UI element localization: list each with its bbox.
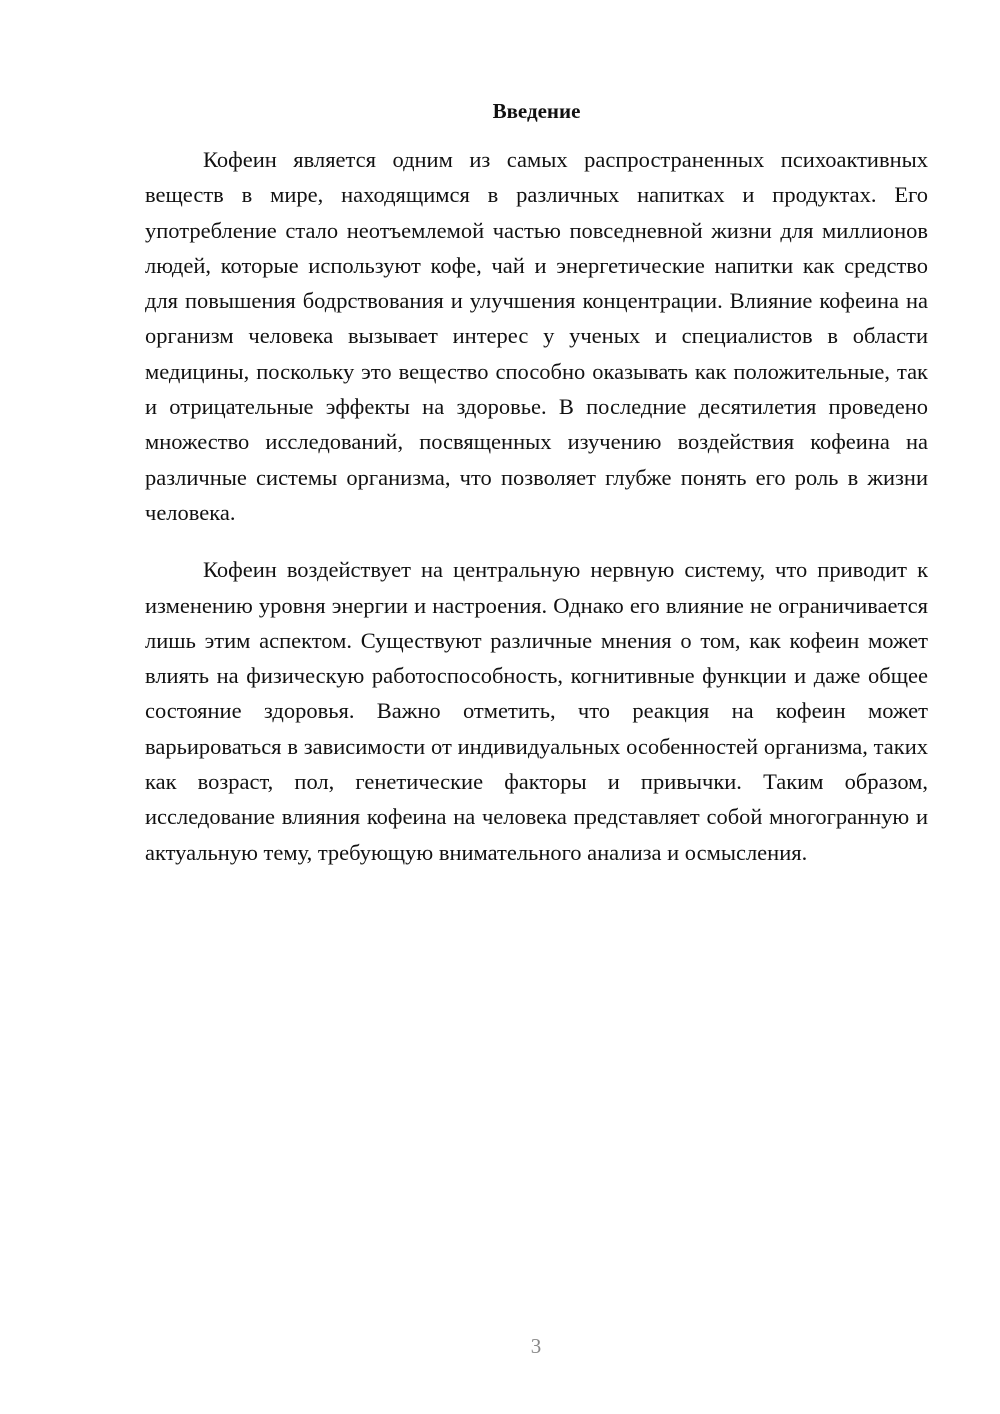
page-number: 3: [530, 1334, 542, 1358]
paragraph-2: Кофеин воздействует на центральную нервную систему, что приводит к изменению уровня энергии и настроения. Однако его влияние не ограничивается лишь этим аспектом. Существуют различные мнения о том, как кофеин может влиять на физическую работоспособность, когнитивные функции и даже общее состояние здоровья. Важно отметить, что реакция на кофеин может варьироваться в зависимости от индивидуальных особенностей организма, таких как возраст, пол, генетические факторы и привычки. Таким образом, исследование влияния кофеина на человека представляет собой многогранную и актуальную тему, требующую внимательного анализа и осмысления.: [145, 557, 928, 865]
page-content: [145, 96, 928, 870]
paragraph-1: Кофеин является одним из самых распространенных психоактивных веществ в мире, находящимся в различных напитках и продуктах. Его употребление стало неотъемлемой частью повседневной жизни для миллионов людей, которые используют кофе, чай и энергетические напитки как средство для повышения бодрствования и улучшения концентрации. Влияние кофеина на организм человека вызывает интерес у ученых и специалистов в области медицины, поскольку это вещество способно оказывать как положительные, так и отрицательные эффекты на здоровье. В последние десятилетия проведено множество исследований, посвященных изучению воздействия кофеина на различные системы организма, что позволяет глубже понять его роль в жизни человека.: [145, 147, 928, 525]
section-heading: Введение: [492, 99, 581, 123]
